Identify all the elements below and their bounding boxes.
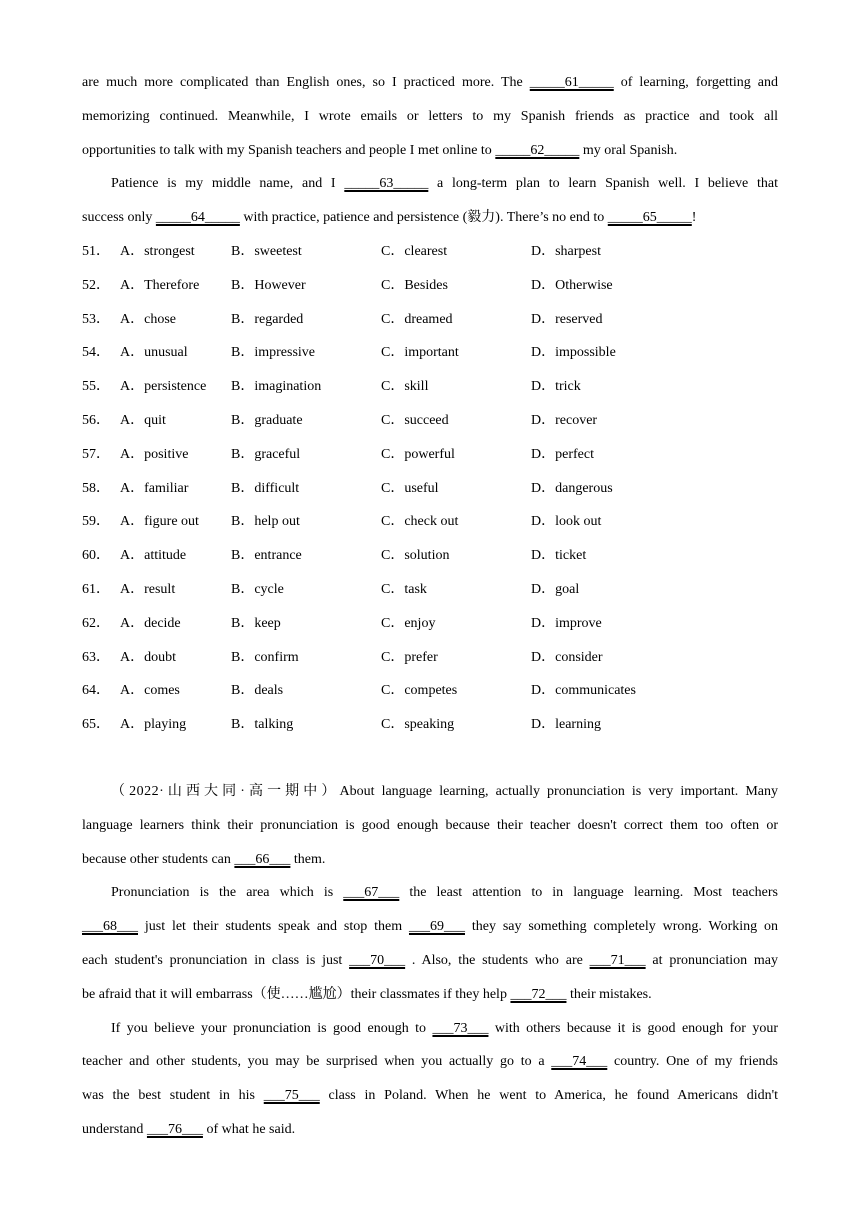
answer-blank[interactable]: ___67___ [343, 885, 400, 901]
question-number: 63． [82, 649, 110, 665]
option-c[interactable]: C．important [381, 345, 459, 361]
option-a[interactable]: A．persistence [120, 379, 207, 395]
text-line [82, 100, 778, 134]
question-row [82, 404, 782, 438]
text-segment: they say something completely wrong. Working on [464, 919, 779, 935]
text-segment: If you believe your pronunciation is good enough to [111, 1020, 433, 1036]
text-segment: their mistakes. [566, 986, 652, 1002]
option-a[interactable]: A．figure out [120, 514, 199, 530]
option-a[interactable]: A．strongest [120, 244, 195, 259]
option-c[interactable]: C．task [381, 581, 427, 597]
text-line [82, 1012, 778, 1046]
option-d[interactable]: D．dangerous [531, 480, 613, 496]
option-d[interactable]: D．trick [531, 379, 581, 395]
option-d[interactable]: D．Otherwise [531, 277, 613, 293]
question-row [82, 573, 782, 607]
text-segment: because other students can [82, 851, 235, 867]
text-segment: language learners think their pronunciation is good enough because their teacher doesn't correct them too often or [82, 817, 778, 833]
option-b[interactable]: B．deals [231, 683, 284, 699]
option-d[interactable]: D．ticket [531, 548, 587, 564]
text-line [82, 978, 778, 1012]
text-segment: success only [82, 210, 156, 226]
text-line [82, 910, 778, 944]
answer-blank[interactable]: _____63_____ [344, 176, 429, 192]
question-row [82, 539, 782, 573]
option-d[interactable]: D．goal [531, 581, 580, 597]
option-b[interactable]: B．However [231, 277, 306, 293]
option-d[interactable]: D．perfect [531, 446, 594, 462]
question-list [82, 235, 782, 742]
text-segment: Patience is my middle name, and I [111, 176, 345, 192]
option-b[interactable]: B．graduate [231, 412, 303, 428]
question-number: 53． [82, 311, 110, 327]
text-segment: just let their students speak and stop them [138, 919, 409, 935]
option-a[interactable]: A．result [120, 581, 176, 597]
option-b[interactable]: B．sweetest [231, 244, 302, 259]
option-a[interactable]: A．Therefore [120, 277, 200, 293]
answer-blank[interactable]: ___74___ [551, 1054, 608, 1070]
option-a[interactable]: A．comes [120, 683, 180, 699]
option-c[interactable]: C．check out [381, 514, 459, 530]
option-b[interactable]: B．impressive [231, 345, 315, 361]
question-number: 65． [82, 717, 110, 733]
question-row [82, 674, 782, 708]
option-d[interactable]: D．improve [531, 615, 602, 631]
option-c[interactable]: C．clearest [381, 244, 448, 259]
text-segment: the least attention to in language learning. Most teachers [399, 885, 778, 901]
question-number: 60． [82, 548, 110, 564]
option-b[interactable]: B．cycle [231, 581, 284, 597]
answer-blank[interactable]: ___66___ [234, 851, 291, 867]
text-line [82, 775, 778, 809]
option-d[interactable]: D．consider [531, 649, 603, 665]
question-row [82, 269, 782, 303]
option-b[interactable]: B．difficult [231, 480, 300, 496]
option-b[interactable]: B．graceful [231, 446, 301, 462]
question-row [82, 438, 782, 472]
answer-blank[interactable]: ___68___ [82, 919, 138, 935]
option-b[interactable]: B．regarded [231, 311, 304, 327]
question-row [82, 303, 782, 337]
text-line [82, 66, 778, 100]
text-segment: of what he said. [202, 1121, 296, 1137]
question-row [82, 708, 782, 742]
answer-blank[interactable]: _____64_____ [155, 210, 240, 226]
question-number: 56． [82, 412, 110, 428]
source-label: （2022·山西大同·高一期中） [111, 784, 340, 799]
option-a[interactable]: A．playing [120, 717, 187, 733]
text-line [82, 1113, 778, 1147]
text-segment: teacher and other students, you may be surprised when you actually go to a [82, 1054, 552, 1070]
text-segment: be afraid that it will embarrass（使……尴尬）their classmates if they help [82, 986, 511, 1002]
text-line [82, 1079, 778, 1113]
option-a[interactable]: A．positive [120, 446, 189, 462]
text-segment: them. [290, 851, 326, 867]
question-number: 61． [82, 581, 110, 597]
text-segment: understand [82, 1121, 147, 1137]
text-line [82, 134, 778, 168]
answer-blank[interactable]: ___73___ [432, 1020, 489, 1036]
option-d[interactable]: D．communicates [531, 683, 636, 699]
option-d[interactable]: D．learning [531, 717, 601, 733]
text-segment: was the best student in his [82, 1088, 264, 1104]
question-number: 64． [82, 683, 110, 699]
answer-blank[interactable]: _____65_____ [607, 210, 692, 226]
option-d[interactable]: D．impossible [531, 345, 616, 361]
answer-blank[interactable]: _____62_____ [495, 142, 580, 158]
text-line [82, 944, 778, 978]
answer-blank[interactable]: ___71___ [589, 952, 646, 968]
option-c[interactable]: C．Besides [381, 277, 448, 293]
option-c[interactable]: C．dreamed [381, 311, 453, 327]
option-a[interactable]: A．unusual [120, 345, 188, 361]
text-segment: opportunities to talk with my Spanish teachers and people I met online to [82, 142, 496, 158]
text-line [82, 167, 778, 201]
option-c[interactable]: C．speaking [381, 717, 455, 733]
question-row [82, 607, 782, 641]
option-c[interactable]: C．powerful [381, 446, 455, 462]
text-line [82, 876, 778, 910]
text-segment: ! [691, 210, 697, 226]
text-segment: with others because it is good enough for your [488, 1020, 778, 1036]
passage-1-tail [82, 66, 778, 235]
option-c[interactable]: C．competes [381, 683, 458, 699]
option-c[interactable]: C．useful [381, 480, 439, 496]
option-c[interactable]: C．succeed [381, 412, 449, 428]
option-d[interactable]: D．sharpest [531, 244, 601, 259]
option-b[interactable]: B．entrance [231, 548, 302, 564]
option-b[interactable]: B．imagination [231, 379, 322, 395]
question-row [82, 505, 782, 539]
option-c[interactable]: C．prefer [381, 649, 438, 665]
option-a[interactable]: A．chose [120, 311, 176, 327]
option-b[interactable]: B．confirm [231, 649, 299, 665]
text-line [82, 843, 778, 877]
option-a[interactable]: A．quit [120, 412, 166, 428]
text-segment: country. One of my friends [607, 1054, 779, 1070]
text-segment: with practice, patience and persistence (毅力). There’s no end to [239, 210, 608, 226]
text-line [82, 809, 778, 843]
text-segment: memorizing continued. Meanwhile, I wrote emails or letters to my Spanish friends as practice and took all [82, 108, 778, 124]
question-number: 58． [82, 480, 110, 496]
text-segment: Pronunciation is the area which is [111, 885, 344, 901]
question-number: 55． [82, 379, 110, 395]
question-row [82, 336, 782, 370]
question-row [82, 472, 782, 506]
question-number: 62． [82, 615, 110, 631]
option-a[interactable]: A．decide [120, 615, 181, 631]
question-row [82, 370, 782, 404]
option-b[interactable]: B．talking [231, 717, 294, 733]
option-c[interactable]: C．enjoy [381, 615, 436, 631]
option-d[interactable]: D．look out [531, 514, 602, 530]
option-b[interactable]: B．keep [231, 615, 281, 631]
question-number: 54． [82, 345, 110, 361]
option-c[interactable]: C．solution [381, 548, 450, 564]
option-d[interactable]: D．recover [531, 412, 598, 428]
text-segment: a long-term plan to learn Spanish well. I believe that [428, 176, 778, 192]
option-a[interactable]: A．familiar [120, 480, 189, 496]
option-b[interactable]: B．help out [231, 514, 300, 530]
option-c[interactable]: C．skill [381, 379, 429, 395]
question-number: 57． [82, 446, 110, 462]
answer-blank[interactable]: ___76___ [146, 1121, 203, 1137]
question-number: 59． [82, 514, 110, 530]
text-segment: of learning, forgetting and [613, 75, 778, 90]
answer-blank[interactable]: ___72___ [510, 986, 567, 1002]
text-segment: are much more complicated than English ones, so I practiced more. The [82, 75, 530, 90]
answer-blank[interactable]: ___69___ [408, 919, 465, 935]
text-line [82, 1045, 778, 1079]
text-segment: at pronunciation may [645, 952, 779, 968]
text-line [82, 201, 778, 235]
question-row [82, 235, 782, 269]
passage-2 [82, 775, 778, 1147]
option-d[interactable]: D．reserved [531, 311, 603, 327]
question-number: 51． [82, 244, 110, 259]
answer-blank[interactable]: ___75___ [263, 1088, 320, 1104]
text-segment: About language learning, actually pronunciation is very important. Many [339, 784, 779, 799]
text-segment: each student's pronunciation in class is just [82, 952, 350, 968]
question-number: 52． [82, 277, 110, 293]
text-segment: . Also, the students who are [405, 952, 590, 968]
answer-blank[interactable]: _____61_____ [529, 75, 614, 90]
answer-blank[interactable]: ___70___ [349, 952, 406, 968]
option-a[interactable]: A．attitude [120, 548, 187, 564]
option-a[interactable]: A．doubt [120, 649, 176, 665]
text-segment: class in Poland. When he went to America, he found Americans didn't [319, 1088, 778, 1104]
question-row [82, 641, 782, 675]
text-segment: my oral Spanish. [579, 142, 678, 158]
